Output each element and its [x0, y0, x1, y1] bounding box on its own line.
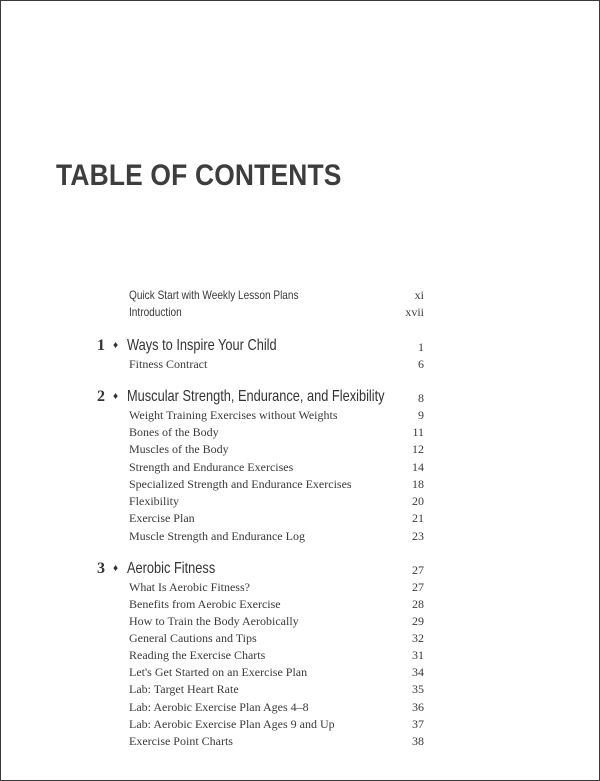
toc-entry[interactable] — [129, 647, 424, 664]
toc-entry-label: Strength and Endurance Exercises — [129, 460, 294, 474]
toc-entry-page: 32 — [412, 631, 424, 645]
toc-entry-label: Quick Start with Weekly Lesson Plans — [129, 288, 299, 302]
toc-entry[interactable] — [129, 579, 424, 596]
toc-entry-label: Flexibility — [129, 494, 180, 508]
diamond-bullet-icon: ♦ — [113, 391, 119, 402]
toc-entry-label: What Is Aerobic Fitness? — [129, 580, 250, 594]
toc-entry-label: Lab: Aerobic Exercise Plan Ages 9 and Up — [129, 717, 335, 731]
toc-entry-page: xvii — [405, 305, 424, 319]
toc-entry-page: 28 — [412, 597, 424, 611]
toc-entry-label: Fitness Contract — [129, 357, 208, 371]
toc-entry-page: 23 — [412, 529, 424, 543]
toc-entry-page: 37 — [412, 717, 424, 731]
chapter-3-heading[interactable] — [97, 559, 424, 579]
toc-entry-label: Weight Training Exercises without Weights — [129, 408, 338, 422]
toc-entry-label: Exercise Point Charts — [129, 734, 233, 748]
toc-entry[interactable] — [129, 510, 424, 527]
diamond-bullet-icon: ♦ — [113, 340, 119, 351]
toc-entry-introduction[interactable] — [129, 304, 424, 321]
toc-entry-page: 34 — [412, 665, 424, 679]
toc-entry-page: 20 — [412, 494, 424, 508]
toc-entry[interactable] — [129, 613, 424, 630]
toc-entry[interactable] — [129, 476, 424, 493]
toc-entry-label: Lab: Aerobic Exercise Plan Ages 4–8 — [129, 700, 309, 714]
toc-entry-page: 35 — [412, 682, 424, 696]
toc-entry-page: 6 — [418, 357, 424, 371]
toc-entry[interactable] — [129, 493, 424, 510]
toc-entry-page: 38 — [412, 734, 424, 748]
toc-entry-label: How to Train the Body Aerobically — [129, 614, 299, 628]
chapter-1-heading[interactable] — [97, 336, 424, 356]
toc-entry[interactable] — [129, 733, 424, 750]
chapter-2-heading[interactable] — [97, 387, 424, 407]
toc-entry[interactable] — [129, 356, 424, 373]
toc-entry-page: 36 — [412, 700, 424, 714]
toc-entry-label: Muscles of the Body — [129, 442, 229, 456]
chapter-page: 8 — [418, 391, 424, 405]
toc-entry[interactable] — [129, 407, 424, 424]
chapter-number: 1 — [97, 337, 105, 354]
toc-entry-page: 12 — [412, 442, 424, 456]
chapter-number: 3 — [97, 560, 105, 577]
chapter-number: 2 — [97, 388, 105, 405]
chapter-page: 1 — [418, 340, 424, 354]
toc-entry-page: 9 — [418, 408, 424, 422]
toc-entry-label: Muscle Strength and Endurance Log — [129, 529, 305, 543]
toc-entry[interactable] — [129, 664, 424, 681]
toc-entry[interactable] — [129, 630, 424, 647]
toc-entry[interactable] — [129, 459, 424, 476]
toc-entry-label: Reading the Exercise Charts — [129, 648, 266, 662]
toc-entry-label: General Cautions and Tips — [129, 631, 257, 645]
toc-entry-page: 21 — [412, 511, 424, 525]
toc-entry-page: 31 — [412, 648, 424, 662]
toc-entry-label: Specialized Strength and Endurance Exercises — [129, 477, 352, 491]
toc-entry-label: Bones of the Body — [129, 425, 219, 439]
chapter-title: Aerobic Fitness — [127, 560, 216, 577]
toc-entry-label: Let's Get Started on an Exercise Plan — [129, 665, 308, 679]
toc-entry[interactable] — [129, 681, 424, 698]
toc-entry[interactable] — [129, 596, 424, 613]
toc-entry-page: xi — [414, 288, 424, 302]
page-title: TABLE OF CONTENTS — [56, 159, 342, 192]
chapter-title: Muscular Strength, Endurance, and Flexibility — [127, 388, 385, 405]
toc-entry-label: Introduction — [129, 305, 182, 319]
toc-entry-page: 11 — [412, 425, 424, 439]
toc-entry[interactable] — [129, 716, 424, 733]
toc-entry-page: 29 — [412, 614, 424, 628]
toc-entry-page: 18 — [412, 477, 424, 491]
toc-entry[interactable] — [129, 441, 424, 458]
toc-entry-label: Benefits from Aerobic Exercise — [129, 597, 281, 611]
toc-entry-quick-start[interactable] — [129, 287, 424, 304]
toc-entry[interactable] — [129, 699, 424, 716]
diamond-bullet-icon: ♦ — [113, 563, 119, 574]
toc-entry-page: 14 — [412, 460, 424, 474]
toc-entry[interactable] — [129, 528, 424, 545]
toc-entry-label: Lab: Target Heart Rate — [129, 682, 239, 696]
chapter-title: Ways to Inspire Your Child — [127, 337, 277, 354]
toc-entry-label: Exercise Plan — [129, 511, 195, 525]
toc-entry-page: 27 — [412, 580, 424, 594]
toc-entry[interactable] — [129, 424, 424, 441]
chapter-page: 27 — [412, 563, 424, 577]
